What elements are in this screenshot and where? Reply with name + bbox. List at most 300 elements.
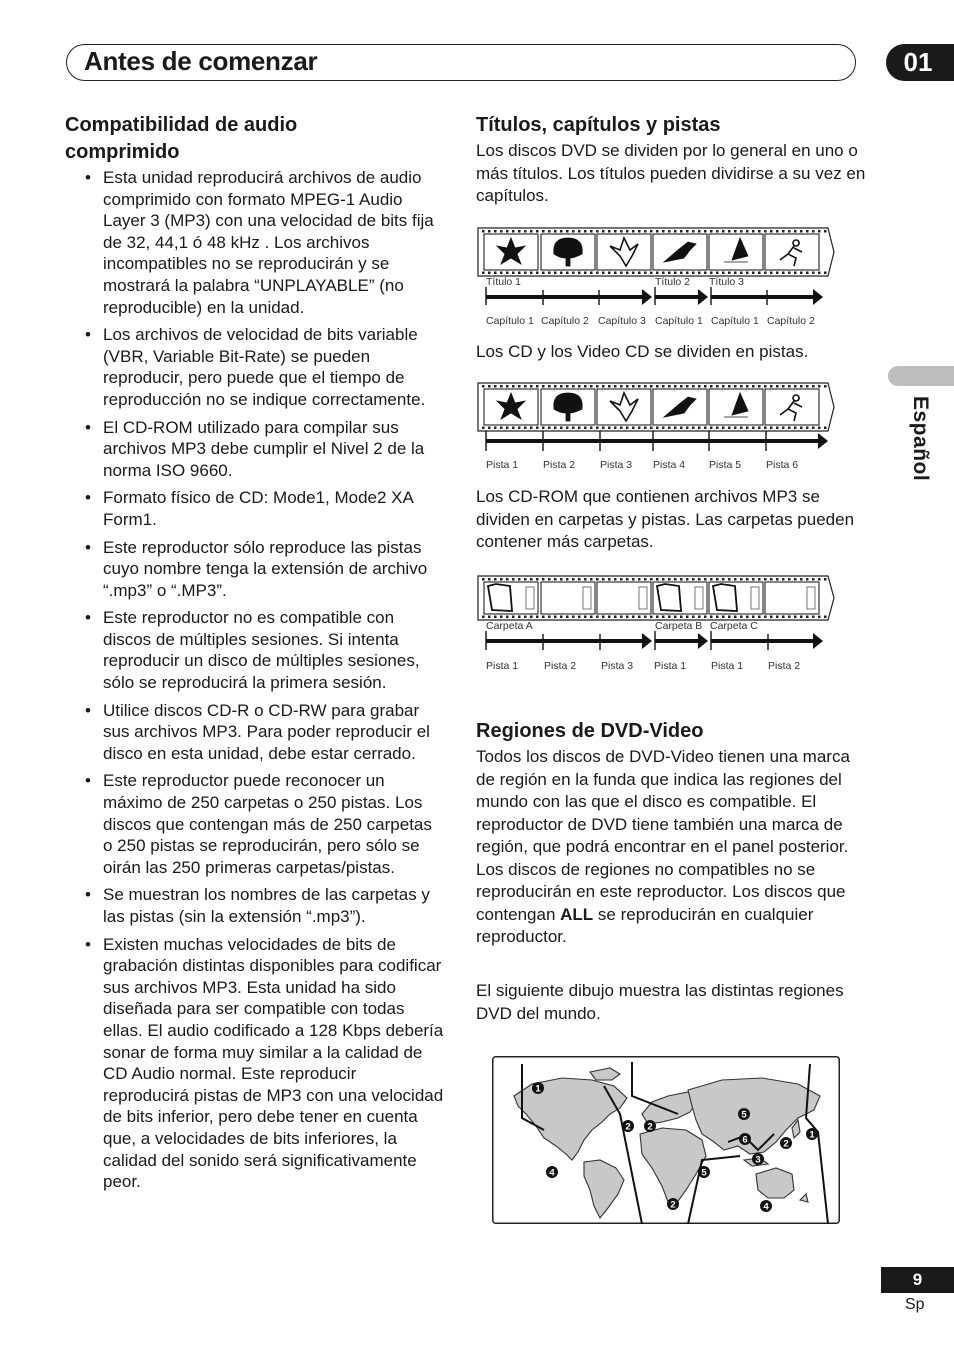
sprocket-hole (764, 230, 767, 233)
sprocket-hole (650, 578, 653, 581)
picture-frame (765, 234, 819, 270)
sprocket-hole (734, 385, 737, 388)
sprocket-hole (806, 272, 809, 275)
sprocket-hole (812, 616, 815, 619)
bullet-item: • Este reproductor puede reconocer un máximo de 250 carpetas o 250 pistas. Los discos que contengan más de 250 carpetas o 250 pistas se reproducirán, pero sólo se oirán las 250 primeras carpetas/pistas. (85, 770, 445, 878)
arrow-head (698, 289, 708, 305)
sprocket-hole (656, 272, 659, 275)
bullet-item: • Esta unidad reproducirá archivos de audio comprimido con formato MPEG-1 Audio Layer 3 (MP3) con una velocidad de bits fija de 32, 44,1 ó 48 kHz . Los archivos incompatibles no se reproducirán y se mostrará la palabra “UNPLAYABLE” (no reproducible) en la unidad. (85, 167, 445, 318)
file-icon (751, 587, 759, 609)
title-label: Título 2 (655, 276, 691, 288)
sprocket-hole (680, 230, 683, 233)
sprocket-hole (758, 427, 761, 430)
section-heading-titles: Títulos, capítulos y pistas (476, 114, 721, 136)
chapter-label: Capítulo 1 (711, 315, 759, 327)
sprocket-hole (734, 578, 737, 581)
sprocket-hole (674, 230, 677, 233)
sprocket-hole (518, 230, 521, 233)
sprocket-hole (482, 427, 485, 430)
sprocket-hole (680, 427, 683, 430)
sprocket-hole (512, 427, 515, 430)
sprocket-hole (572, 272, 575, 275)
sprocket-hole (584, 616, 587, 619)
cd-picture-strip (478, 383, 834, 431)
region-number: 3 (755, 1154, 761, 1166)
sprocket-hole (662, 230, 665, 233)
sprocket-hole (794, 272, 797, 275)
sprocket-hole (608, 230, 611, 233)
file-icon (639, 587, 647, 609)
sprocket-hole (572, 427, 575, 430)
region-number: 1 (535, 1083, 541, 1095)
sprocket-hole (812, 427, 815, 430)
sprocket-hole (722, 616, 725, 619)
sprocket-hole (530, 427, 533, 430)
sprocket-hole (722, 272, 725, 275)
sprocket-hole (638, 272, 641, 275)
sprocket-hole (686, 272, 689, 275)
section-heading-regions: Regiones de DVD-Video (476, 720, 704, 742)
sprocket-hole (500, 578, 503, 581)
sprocket-hole (716, 230, 719, 233)
sprocket-hole (710, 272, 713, 275)
sprocket-hole (482, 230, 485, 233)
sprocket-hole (692, 385, 695, 388)
sprocket-hole (578, 385, 581, 388)
track-label: Pista 3 (601, 660, 634, 672)
sprocket-hole (782, 616, 785, 619)
sprocket-hole (788, 427, 791, 430)
sprocket-hole (794, 616, 797, 619)
sprocket-hole (620, 427, 623, 430)
sprocket-hole (530, 578, 533, 581)
sprocket-hole (782, 578, 785, 581)
sprocket-hole (560, 427, 563, 430)
sprocket-hole (506, 427, 509, 430)
sprocket-hole (686, 616, 689, 619)
sprocket-hole (668, 230, 671, 233)
sprocket-hole (716, 427, 719, 430)
sprocket-hole (572, 578, 575, 581)
folder-label: Carpeta B (655, 620, 703, 632)
sprocket-hole (494, 385, 497, 388)
sprocket-hole (512, 272, 515, 275)
arrow-head (813, 633, 823, 649)
file-icon (695, 587, 703, 609)
track-label: Pista 3 (600, 459, 633, 471)
sprocket-hole (686, 578, 689, 581)
sprocket-hole (584, 385, 587, 388)
sprocket-hole (740, 385, 743, 388)
sprocket-hole (806, 616, 809, 619)
sprocket-hole (818, 272, 821, 275)
sprocket-hole (626, 427, 629, 430)
sprocket-hole (566, 230, 569, 233)
sprocket-hole (590, 385, 593, 388)
file-icon (807, 587, 815, 609)
sprocket-hole (518, 427, 521, 430)
sprocket-hole (548, 427, 551, 430)
sprocket-hole (518, 578, 521, 581)
sprocket-hole (758, 385, 761, 388)
sprocket-hole (656, 230, 659, 233)
sprocket-hole (692, 578, 695, 581)
sprocket-hole (578, 427, 581, 430)
sprocket-hole (656, 578, 659, 581)
sprocket-hole (554, 427, 557, 430)
sprocket-hole (716, 578, 719, 581)
bullet-item: • Los archivos de velocidad de bits variable (VBR, Variable Bit-Rate) se pueden reproducir, pero puede que el tiempo de reproducción no se indique correctamente. (85, 324, 445, 410)
sprocket-hole (638, 427, 641, 430)
sprocket-hole (614, 230, 617, 233)
sprocket-hole (506, 230, 509, 233)
sprocket-hole (602, 616, 605, 619)
sprocket-hole (710, 230, 713, 233)
sprocket-hole (728, 578, 731, 581)
chapter-label: Capítulo 1 (655, 315, 703, 327)
sprocket-hole (704, 616, 707, 619)
sprocket-hole (596, 578, 599, 581)
sprocket-hole (656, 616, 659, 619)
file-icon (526, 587, 534, 609)
sprocket-hole (620, 385, 623, 388)
sprocket-hole (494, 578, 497, 581)
sprocket-hole (668, 272, 671, 275)
sprocket-hole (650, 272, 653, 275)
sprocket-hole (698, 578, 701, 581)
chapter-label: Capítulo 1 (486, 315, 534, 327)
sprocket-hole (674, 427, 677, 430)
sprocket-hole (740, 272, 743, 275)
paragraph-dvd-titles: Los discos DVD se dividen por lo general en uno o más títulos. Los títulos pueden dividirse a su vez en capítulos. (476, 141, 866, 205)
sprocket-hole (692, 230, 695, 233)
track-label: Pista 6 (766, 459, 799, 471)
sprocket-hole (824, 427, 827, 430)
sprocket-hole (788, 230, 791, 233)
cd-labels (486, 431, 828, 471)
language-label: Español (909, 396, 932, 482)
sprocket-hole (788, 272, 791, 275)
sprocket-hole (704, 230, 707, 233)
sprocket-hole (644, 230, 647, 233)
sprocket-hole (674, 272, 677, 275)
sprocket-hole (752, 230, 755, 233)
sprocket-hole (506, 616, 509, 619)
sprocket-hole (752, 272, 755, 275)
arrow-head (818, 433, 828, 449)
cdrom-labels (486, 620, 823, 672)
sprocket-hole (524, 230, 527, 233)
sprocket-hole (614, 427, 617, 430)
sprocket-hole (560, 578, 563, 581)
sprocket-hole (710, 616, 713, 619)
sprocket-hole (632, 427, 635, 430)
sprocket-hole (494, 616, 497, 619)
sprocket-hole (614, 385, 617, 388)
sprocket-hole (704, 427, 707, 430)
sprocket-hole (800, 616, 803, 619)
sprocket-hole (824, 230, 827, 233)
sprocket-hole (488, 230, 491, 233)
sprocket-hole (590, 578, 593, 581)
sprocket-hole (662, 616, 665, 619)
sprocket-hole (740, 616, 743, 619)
bullet-item: • Se muestran los nombres de las carpetas y las pistas (sin la extensión “.mp3”). (85, 884, 445, 927)
region-number: 2 (647, 1121, 653, 1133)
regions-text-a: Todos los discos de DVD-Video tienen una marca de región en la funda que indica las regiones del mundo con las que el disco es compatible. El reproductor de DVD tiene también una marca de región, que podrá encontrar en el panel posterior. Los discos de regiones no compatibles no se reproducirán en este reproductor. Los discos que contengan (476, 747, 850, 924)
sprocket-hole (806, 427, 809, 430)
sprocket-hole (740, 230, 743, 233)
sprocket-hole (506, 272, 509, 275)
sprocket-hole (638, 385, 641, 388)
sprocket-hole (662, 385, 665, 388)
sprocket-hole (620, 616, 623, 619)
sprocket-hole (686, 230, 689, 233)
sprocket-hole (500, 427, 503, 430)
sprocket-hole (800, 230, 803, 233)
dvd-region-map (492, 1056, 840, 1224)
sprocket-hole (728, 230, 731, 233)
sprocket-hole (728, 272, 731, 275)
sprocket-hole (530, 272, 533, 275)
sprocket-hole (800, 272, 803, 275)
sprocket-hole (500, 385, 503, 388)
sprocket-hole (770, 427, 773, 430)
sprocket-hole (536, 230, 539, 233)
sprocket-hole (668, 578, 671, 581)
sprocket-hole (554, 230, 557, 233)
sprocket-hole (752, 616, 755, 619)
sprocket-hole (560, 230, 563, 233)
sprocket-hole (584, 427, 587, 430)
sprocket-hole (650, 385, 653, 388)
sprocket-hole (728, 427, 731, 430)
sprocket-hole (794, 427, 797, 430)
sprocket-hole (500, 616, 503, 619)
sprocket-hole (800, 385, 803, 388)
sprocket-hole (638, 616, 641, 619)
sprocket-hole (494, 427, 497, 430)
sprocket-hole (644, 385, 647, 388)
sprocket-hole (806, 578, 809, 581)
region-number: 4 (549, 1167, 555, 1179)
sprocket-hole (620, 578, 623, 581)
sprocket-hole (794, 578, 797, 581)
page-number: 9 (881, 1267, 954, 1293)
dvd-labels (486, 276, 823, 327)
sprocket-hole (782, 230, 785, 233)
bullet-item: • Existen muchas velocidades de bits de grabación distintas disponibles para codificar sus archivos MP3. Esta unidad ha sido diseñada para ser compatible con todas ellas. El audio codificado a 128 Kbps debería sonar de forma muy similar a la calidad de CD Audio normal. Este reproducir reproducirá pistas de MP3 con una velocidad de bits inferior, pero debe tener en cuenta que, a velocidades de bits inferiores, la calidad del sonido será significativamente peor. (85, 934, 445, 1193)
sprocket-hole (812, 230, 815, 233)
sprocket-hole (494, 272, 497, 275)
sprocket-hole (710, 427, 713, 430)
sprocket-hole (734, 272, 737, 275)
sprocket-hole (722, 427, 725, 430)
sprocket-hole (542, 616, 545, 619)
sprocket-hole (602, 427, 605, 430)
sprocket-hole (644, 427, 647, 430)
file-icon (583, 587, 591, 609)
sprocket-hole (572, 616, 575, 619)
sprocket-hole (578, 578, 581, 581)
sprocket-hole (650, 230, 653, 233)
sprocket-hole (548, 272, 551, 275)
picture-frame (765, 389, 819, 425)
sprocket-hole (602, 578, 605, 581)
sprocket-hole (812, 385, 815, 388)
sprocket-hole (506, 385, 509, 388)
sprocket-hole (698, 385, 701, 388)
sprocket-hole (668, 427, 671, 430)
sprocket-hole (584, 272, 587, 275)
region-number: 2 (670, 1199, 676, 1211)
title-label: Título 1 (486, 276, 522, 288)
sprocket-hole (770, 272, 773, 275)
sprocket-hole (680, 578, 683, 581)
sprocket-hole (818, 385, 821, 388)
sprocket-hole (824, 578, 827, 581)
bullet-item: • El CD-ROM utilizado para compilar sus archivos MP3 debe cumplir el Nivel 2 de la norma ISO 9660. (85, 417, 445, 482)
sprocket-hole (746, 616, 749, 619)
sprocket-hole (782, 272, 785, 275)
sprocket-hole (818, 427, 821, 430)
map-australia (756, 1168, 794, 1198)
region-number: 2 (783, 1138, 789, 1150)
sprocket-hole (650, 427, 653, 430)
sprocket-hole (596, 385, 599, 388)
sprocket-hole (644, 578, 647, 581)
cdrom-structure-diagram (476, 574, 842, 678)
sprocket-hole (596, 616, 599, 619)
sprocket-hole (758, 230, 761, 233)
sprocket-hole (668, 385, 671, 388)
region-number: 2 (625, 1121, 631, 1133)
sprocket-hole (800, 427, 803, 430)
sprocket-hole (674, 385, 677, 388)
sprocket-hole (524, 578, 527, 581)
sprocket-hole (824, 616, 827, 619)
track-label: Pista 1 (654, 660, 687, 672)
sprocket-hole (764, 427, 767, 430)
track-label: Pista 1 (486, 459, 519, 471)
sprocket-hole (482, 272, 485, 275)
sprocket-hole (536, 578, 539, 581)
track-label: Pista 2 (543, 459, 576, 471)
region-number: 5 (701, 1167, 707, 1179)
sprocket-hole (584, 230, 587, 233)
paragraph-cdrom: Los CD-ROM que contienen archivos MP3 se dividen en carpetas y pistas. Las carpetas pueden contener más carpetas. (476, 487, 855, 551)
sprocket-hole (680, 385, 683, 388)
sprocket-hole (698, 272, 701, 275)
sprocket-hole (560, 272, 563, 275)
sprocket-hole (542, 427, 545, 430)
arrow-head (698, 633, 708, 649)
sprocket-hole (716, 272, 719, 275)
sprocket-hole (632, 385, 635, 388)
arrow-head (642, 289, 652, 305)
region-number: 4 (763, 1201, 769, 1213)
sprocket-hole (764, 616, 767, 619)
sprocket-hole (608, 272, 611, 275)
sprocket-hole (698, 427, 701, 430)
chapter-label: Capítulo 3 (598, 315, 646, 327)
section-heading-compat: Compatibilidad de audio comprimido (65, 114, 298, 163)
sprocket-hole (668, 616, 671, 619)
sprocket-hole (818, 578, 821, 581)
region-number: 6 (742, 1134, 748, 1146)
sprocket-hole (488, 578, 491, 581)
sprocket-hole (698, 230, 701, 233)
sprocket-hole (662, 272, 665, 275)
sprocket-hole (488, 272, 491, 275)
compat-bullet-list (85, 167, 445, 1199)
sprocket-hole (644, 272, 647, 275)
sprocket-hole (632, 616, 635, 619)
sprocket-hole (530, 385, 533, 388)
sprocket-hole (494, 230, 497, 233)
track-label: Pista 1 (486, 660, 519, 672)
sprocket-hole (710, 578, 713, 581)
sprocket-hole (656, 385, 659, 388)
sprocket-hole (800, 578, 803, 581)
chapter-number: 01 (886, 44, 954, 81)
bullet-item: • Este reproductor sólo reproduce las pistas cuyo nombre tenga la extensión de archivo “.mp3” o “.MP3”. (85, 537, 445, 602)
sprocket-hole (548, 616, 551, 619)
sprocket-hole (506, 578, 509, 581)
sprocket-hole (764, 385, 767, 388)
sprocket-hole (746, 578, 749, 581)
sprocket-hole (626, 230, 629, 233)
sprocket-hole (578, 272, 581, 275)
sprocket-hole (482, 578, 485, 581)
sprocket-hole (788, 578, 791, 581)
sprocket-hole (704, 385, 707, 388)
sprocket-hole (602, 230, 605, 233)
sprocket-hole (704, 578, 707, 581)
sprocket-hole (716, 385, 719, 388)
sprocket-hole (488, 427, 491, 430)
sprocket-hole (548, 230, 551, 233)
bullet-item: • Formato físico de CD: Mode1, Mode2 XA Form1. (85, 487, 445, 530)
sprocket-hole (764, 272, 767, 275)
sprocket-hole (608, 427, 611, 430)
sprocket-hole (686, 427, 689, 430)
sprocket-hole (632, 272, 635, 275)
sprocket-hole (782, 385, 785, 388)
sprocket-hole (818, 230, 821, 233)
sprocket-hole (752, 427, 755, 430)
sprocket-hole (614, 272, 617, 275)
sprocket-hole (734, 230, 737, 233)
sprocket-hole (542, 230, 545, 233)
sprocket-hole (548, 385, 551, 388)
sprocket-hole (746, 230, 749, 233)
sprocket-hole (740, 427, 743, 430)
sprocket-hole (560, 616, 563, 619)
sprocket-hole (680, 272, 683, 275)
sprocket-hole (758, 272, 761, 275)
sprocket-hole (590, 272, 593, 275)
sprocket-hole (680, 616, 683, 619)
sprocket-hole (524, 272, 527, 275)
sprocket-hole (806, 385, 809, 388)
sprocket-hole (500, 230, 503, 233)
sprocket-hole (692, 616, 695, 619)
sprocket-hole (524, 385, 527, 388)
sprocket-hole (752, 578, 755, 581)
sprocket-hole (566, 616, 569, 619)
sprocket-hole (788, 385, 791, 388)
